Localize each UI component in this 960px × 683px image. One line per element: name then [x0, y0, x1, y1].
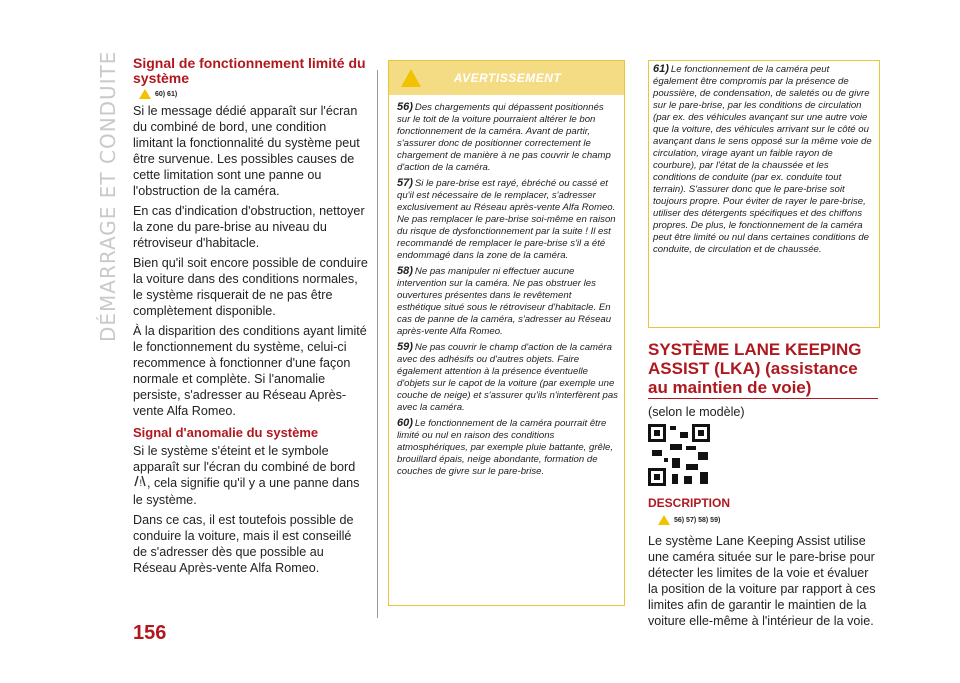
refs-row	[139, 88, 368, 100]
paragraph: Si le message dédié apparaît sur l'écran du combiné de bord, une condition limitant la fonctionnalité du système peut être survenue. Les possibles causes de cette limitation sont une panne ou l'obstruction de la caméra.	[133, 104, 360, 198]
side-section-title: DÉMARRAGE ET CONDUITE	[96, 50, 120, 342]
lane-keeping-icon	[133, 475, 147, 492]
warning-header	[389, 61, 624, 95]
warning-title: AVERTISSEMENT	[453, 71, 562, 85]
description-refs: 56) 57) 58) 59)	[658, 514, 720, 526]
warning-note: 56) Des chargements qui dépassent positionnés sur le toit de la voiture pourraient altérer le bon fonctionnement de la caméra. Avant de partir, s'assurer donc de positionner correctement le chargement de manière à ne pas couvrir le champ d'action de la caméra.	[397, 101, 611, 173]
column-left	[133, 56, 368, 580]
warning-note: 60) Le fonctionnement de la caméra pourrait être limité ou nul en raison des conditions atmosphériques, par exemple pluie battante, grêle, brouillard épais, neige abondante, formation de couches de givre sur le pare-brise.	[397, 417, 613, 477]
warning-box	[388, 60, 625, 606]
availability-note: (selon le modèle)	[648, 405, 745, 419]
refs-label: 60) 61)	[155, 90, 178, 98]
warning-note: 59) Ne pas couvrir le champ d'action de la caméra avec des adhésifs ou d'autres objets. Faire également attention à la présence éventuelle d'objets sur le capot de la voiture (par exemple une couche de neige) et s'assurer qu'ils n'interfèrent pas avec la caméra.	[397, 341, 618, 413]
warning-triangle-icon	[658, 515, 670, 525]
warning-triangle-icon	[401, 69, 421, 87]
section-title-lka: SYSTÈME LANE KEEPING ASSIST (LKA) (assistance au maintien de voie)	[648, 340, 862, 397]
column-divider	[377, 70, 378, 618]
heading-limited-function: Signal de fonctionnement limité du système	[133, 55, 366, 86]
warning-note: 58) Ne pas manipuler ni effectuer aucune intervention sur la caméra. Ne pas obstruer les ouvertures présentes dans le revêtement esthétique situé sous le rétroviseur d'habitacle. En cas de panne de la caméra, s'adresser au Réseau après-vente Alfa Romeo.	[397, 265, 612, 337]
warning-notes	[389, 95, 624, 478]
heading-system-fault: Signal d'anomalie du système	[133, 425, 319, 440]
warning-triangle-icon	[139, 89, 151, 99]
paragraph	[133, 443, 368, 508]
qr-code[interactable]	[648, 424, 710, 486]
paragraph: En cas d'indication d'obstruction, nettoyer la zone du pare-brise au niveau du rétroviseur d'habitacle.	[133, 204, 365, 250]
section-title-underline	[648, 398, 878, 399]
note-61: 61) Le fonctionnement de la caméra peut également être compromis par la présence de poussière, de condensation, de saletés ou de givre sur le pare-brise, par les conditions de circulation (par ex. des véhicules avançant sur une autre voie que la voiture, des véhicules arrivant sur le côté ou avançant dans le sens opposé sur la même voie de circulation, virage ayant un faible rayon de courbure), par l'état de la chaussée et les conditions de conduite (par ex. conduite tout terrain). S'assurer donc que le pare-brise soit toujours propre. Pour éviter de rayer le pare-brise, utiliser des détergents spécifiques et des chiffons propres. De plus, le fonctionnement de la caméra peut être limité ou nul dans certaines conditions de conduite, de circulation et de chaussée.	[653, 63, 872, 255]
warning-note: 57) Si le pare-brise est rayé, ébréché ou cassé et qu'il est nécessaire de le remplacer, s'adresser exclusivement au Réseau après-vente Alfa Romeo. Ne pas remplacer le pare-brise soi-même en raison du risque de dysfonctionnement par la suite ! Il est recommandé de remplacer le pare-brise s'il a été endommagé dans la zone de la caméra.	[397, 177, 616, 261]
paragraph: À la disparition des conditions ayant limité le fonctionnement du système, celui-ci recommence à fonctionner d'une façon normale et complète. Si l'anomalie persiste, s'adresser au Réseau Après-vente Alfa Romeo.	[133, 324, 367, 418]
paragraph: Bien qu'il soit encore possible de conduire la voiture dans des conditions normales, le système risquerait de ne pas être complètement disponible.	[133, 256, 368, 318]
svg-text:!: !	[139, 479, 143, 487]
paragraph: Dans ce cas, il est toutefois possible de conduire la voiture, mais il est conseillé de s'adresser dès que possible au Réseau Après-vente Alfa Romeo.	[133, 513, 354, 575]
page-number: 156	[133, 622, 167, 644]
paragraph-part: Si le système s'éteint et le symbole apparaît sur l'écran du combiné de bord	[133, 444, 356, 474]
description-paragraph: Le système Lane Keeping Assist utilise une caméra située sur le pare-brise pour détecter les limites de la voie et évaluer la position de la voiture par rapport à ces limites afin de garantir le maintien de la voiture elle-même à l'intérieur de la voie.	[648, 534, 876, 628]
description-heading: DESCRIPTION	[648, 496, 731, 510]
note-61-box	[648, 60, 880, 328]
paragraph-part: , cela signifie qu'il y a une panne dans le système.	[133, 476, 360, 507]
